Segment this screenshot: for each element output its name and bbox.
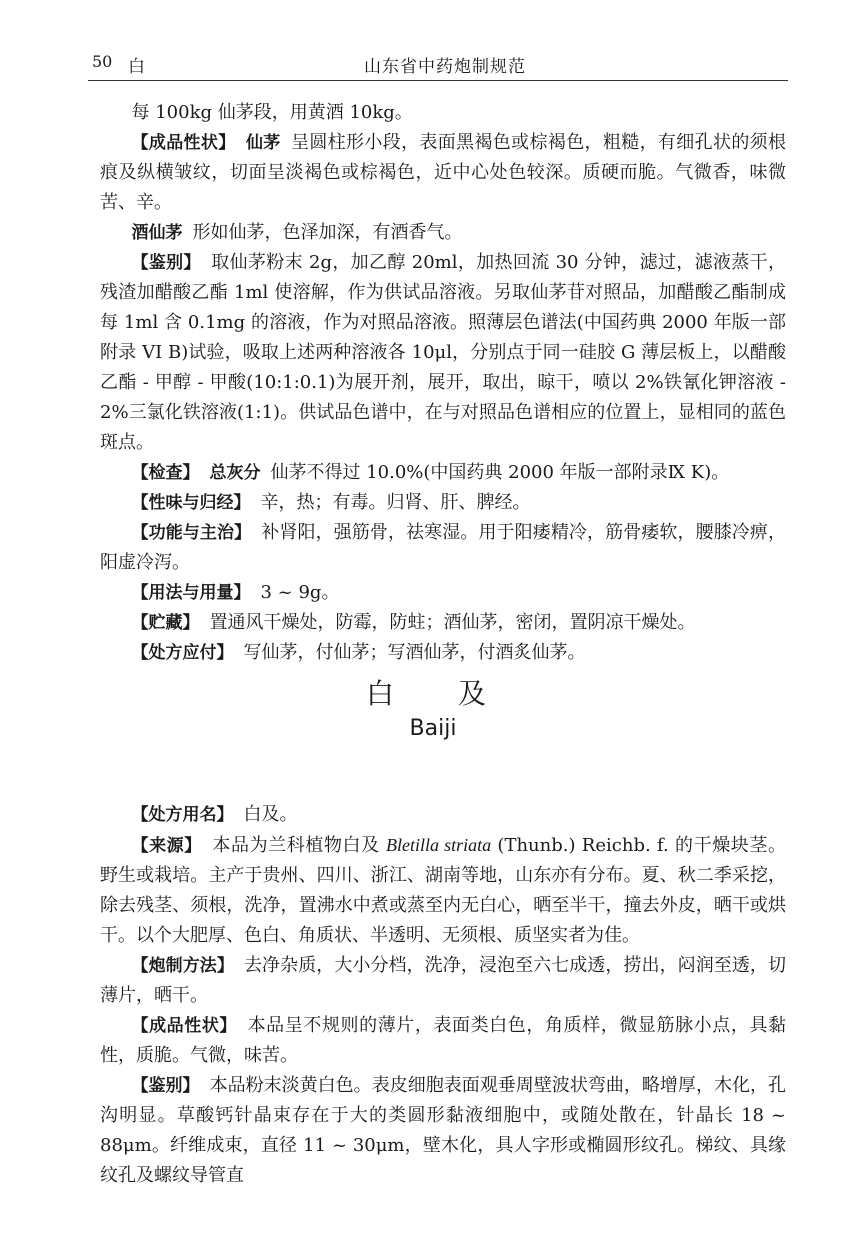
paragraph-text: 3 ~ 9g。 [260,582,340,603]
page-header [0,0,856,82]
paragraph-text: 本品呈不规则的薄片，表面类白色，角质样，微显筋脉小点，具黏性，质脆。气微，味苦。 [100,1015,786,1066]
sub-heading: 酒仙茅 [131,223,183,243]
dosage-paragraph [100,578,786,608]
section-tag: 【鉴别】 [131,1076,200,1096]
paragraph-text: 取仙茅粉末 2g，加乙醇 20ml，加热回流 30 分钟，滤过，滤液蒸干，残渣加醋酸乙酯 1ml 使溶解，作为供试品溶液。另取仙茅苷对照品，加醋酸乙酯制成每 1ml 含 0.1mg 的溶液，作为对照品溶液。照薄层色谱法(中国药典 2000 年版一部附录 VI B)试验，吸取上述两种溶液各 10μl，分别点于同一硅胶 G 薄层板上，以醋酸乙酯 - 甲醇 - 甲酸(10:1:0.1)为展开剂，展开，取出，晾干，喷以 2%铁氰化钾溶液 - 2%三氯化铁溶液(1:1)。供试品色谱中，在与对照品色谱相应的位置上，显相同的蓝色斑点。 [100,252,786,453]
paragraph-text: 本品粉末淡黄白色。表皮细胞表面观垂周壁波状弯曲，略增厚，木化，孔沟明显。草酸钙针晶束存在于大的类圆形黏液细胞中，或随处散在，针晶长 18 ~ 88μm。纤维成束，直径 11 ~ 30μm，壁木化，具人字形或椭圆形纹孔。梯纹、具缘纹孔及螺纹导管直 [100,1075,787,1186]
section-tag: 【成品性状】 [131,133,236,153]
storage-paragraph [100,608,786,638]
xianmao-section [100,98,786,668]
product-character-paragraph [100,128,786,218]
paragraph-text: 去净杂质，大小分档，洗净，浸泡至六七成透，捞出，闷润至透，切薄片，晒干。 [100,955,787,1006]
entry-pinyin: Baiji [409,716,457,741]
book-title: 山东省中药炮制规范 [364,57,526,77]
entry-title: 白及 [365,677,550,710]
prescription-name-paragraph [100,800,786,830]
paragraph-text: 形如仙茅，色泽加深，有酒香气。 [192,222,463,243]
sub-heading: 仙茅 [245,133,281,153]
entry-title-block [0,672,856,741]
paragraph-text: 写仙茅，付仙茅；写酒仙茅，付酒炙仙茅。 [243,642,586,663]
paragraph-text: 白及。 [243,804,298,825]
identification-paragraph [100,1071,786,1191]
paragraph-text: 置通风干燥处，防霉，防蛀；酒仙茅，密闭，置阴凉干燥处。 [209,612,696,633]
wine-xianmao-paragraph [100,218,786,248]
inspection-paragraph [100,458,786,488]
identification-paragraph [100,248,786,458]
section-tag: 【炮制方法】 [131,956,234,976]
page-number: 50 [92,52,113,71]
prescription-paragraph [100,638,786,668]
paragraph-text: 补肾阳，强筋骨，祛寒湿。用于阳痿精冷，筋骨痿软，腰膝冷痹，阳虚冷泻。 [100,522,787,573]
section-tag: 【成品性状】 [131,1016,238,1036]
section-tag: 【来源】 [131,836,202,856]
paragraph-text: 呈圆柱形小段，表面黑褐色或棕褐色，粗糙，有细孔状的须根痕及纵横皱纹，切面呈淡褐色或棕褐色，近中心处色较深。质硬而脆。气微香，味微苦、辛。 [100,132,787,213]
section-tag: 【鉴别】 [131,253,201,273]
paragraph-text: 辛，热；有毒。归肾、肝、脾经。 [260,492,531,513]
section-tag: 【处方用名】 [131,805,234,825]
function-paragraph [100,518,786,578]
nature-paragraph [100,488,786,518]
section-tag: 【检查】 [131,463,200,483]
section-tag: 【功能与主治】 [131,523,252,543]
product-character-paragraph [100,1011,786,1071]
processing-method-paragraph [100,951,786,1011]
latin-name: Bletilla striata [386,835,492,855]
section-tag: 【贮藏】 [131,613,200,633]
processing-note: 每 100kg 仙茅段，用黄酒 10kg。 [131,102,413,123]
baiji-section [100,800,786,1191]
paragraph-text: (Thunb.) Reichb. f. 的干燥块茎。野生或栽培。主产于贵州、四川、浙江、湖南等地，山东亦有分布。夏、秋二季采挖，除去残茎、须根，洗净，置沸水中煮或蒸至内无白心，晒至半干，撞去外皮，晒干或烘干。以个大肥厚、色白、角质状、半透明、无须根、质坚实者为佳。 [100,835,786,946]
paragraph-text: 本品为兰科植物白及 [211,835,380,856]
sub-heading: 总灰分 [209,463,261,483]
source-paragraph [100,830,786,951]
section-tag: 【处方应付】 [131,643,234,663]
section-tag: 【性味与归经】 [131,493,251,513]
paragraph-text: 仙茅不得过 10.0%(中国药典 2000 年版一部附录Ⅸ K)。 [270,462,730,483]
section-label: 白 [128,57,145,77]
header-rule [88,80,788,81]
section-tag: 【用法与用量】 [131,583,251,603]
